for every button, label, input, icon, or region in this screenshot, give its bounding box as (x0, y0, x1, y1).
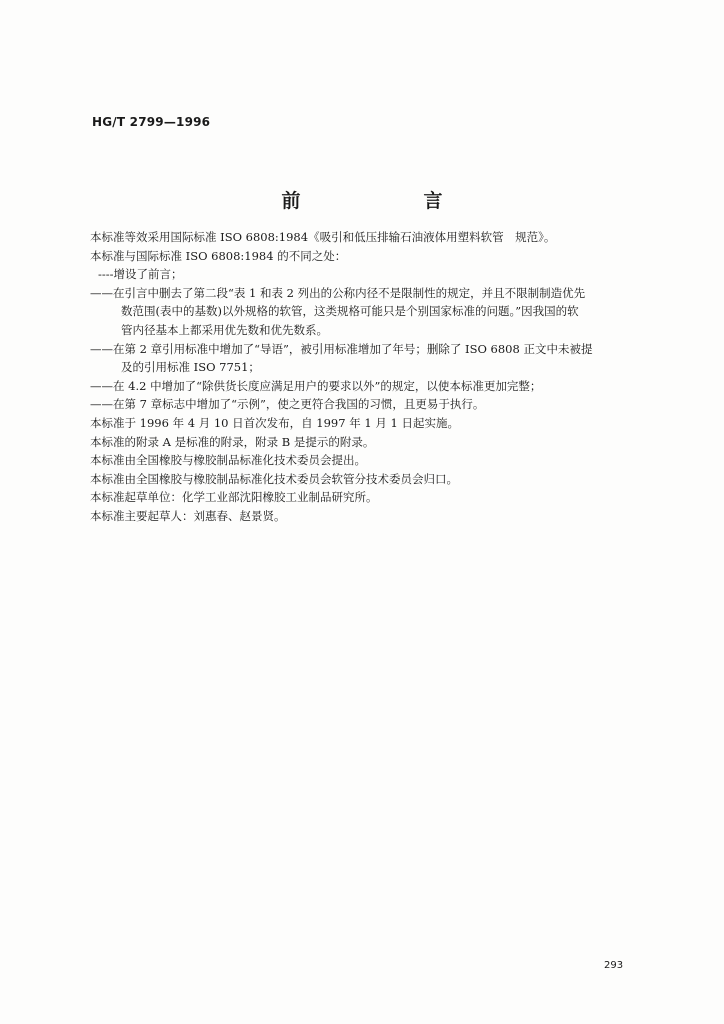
list-item-clause-4-2: ——在 4.2 中增加了“除供货长度应满足用户的要求以外”的规定，以使本标准更加完整； (90, 378, 542, 393)
paragraph-drafting-unit: 本标准起草单位：化学工业部沈阳橡胶工业制品研究所。 (90, 490, 378, 505)
paragraph-publication-date: 本标准于 1996 年 4 月 10 日首次发布，自 1997 年 1 月 1 日起实施。 (90, 415, 459, 430)
list-item-clause-7: ——在第 7 章标志中增加了“示例”，使之更符合我国的习惯，且更易于执行。 (90, 397, 485, 412)
list-item-introduction-change-cont2: 管内径基本上都采用优先数和优先数系。 (121, 322, 328, 337)
paragraph-annexes: 本标准的附录 A 是标准的附录，附录 B 是提示的附录。 (90, 434, 375, 449)
list-item-references-change: ——在第 2 章引用标准中增加了“导语”，被引用标准增加了年号；删除了 ISO 6808 正文中未被提 (90, 341, 593, 356)
paragraph-centralized-by: 本标准由全国橡胶与橡胶制品标准化技术委员会软管分技术委员会归口。 (90, 471, 458, 486)
paragraph-adoption: 本标准等效采用国际标准 ISO 6808:1984《吸引和低压排输石油液体用塑料软管 规范》。 (90, 230, 556, 244)
list-item-references-change-cont: 及的引用标准 ISO 7751； (121, 360, 260, 375)
paragraph-drafters: 本标准主要起草人：刘惠春、赵景贤。 (90, 508, 286, 523)
list-item-introduction-change-cont1: 数范围(表中的基数)以外规格的软管，这类规格可能只是个别国家标准的问题。”因我国的软 (121, 304, 579, 319)
standard-code: HG/T 2799—1996 (92, 115, 211, 129)
page-number: 293 (604, 960, 624, 971)
paragraph-proposed-by: 本标准由全国橡胶与橡胶制品标准化技术委员会提出。 (90, 453, 366, 468)
page-title: 前 言 (281, 190, 495, 212)
paragraph-differences-intro: 本标准与国际标准 ISO 6808:1984 的不同之处： (90, 248, 347, 263)
foreword-body (90, 228, 650, 526)
list-item-foreword-added: ----增设了前言； (98, 267, 183, 282)
list-item-introduction-change: ——在引言中删去了第二段“表 1 和表 2 列出的公称内径不是限制性的规定，并且不限制制造优先 (90, 285, 586, 300)
